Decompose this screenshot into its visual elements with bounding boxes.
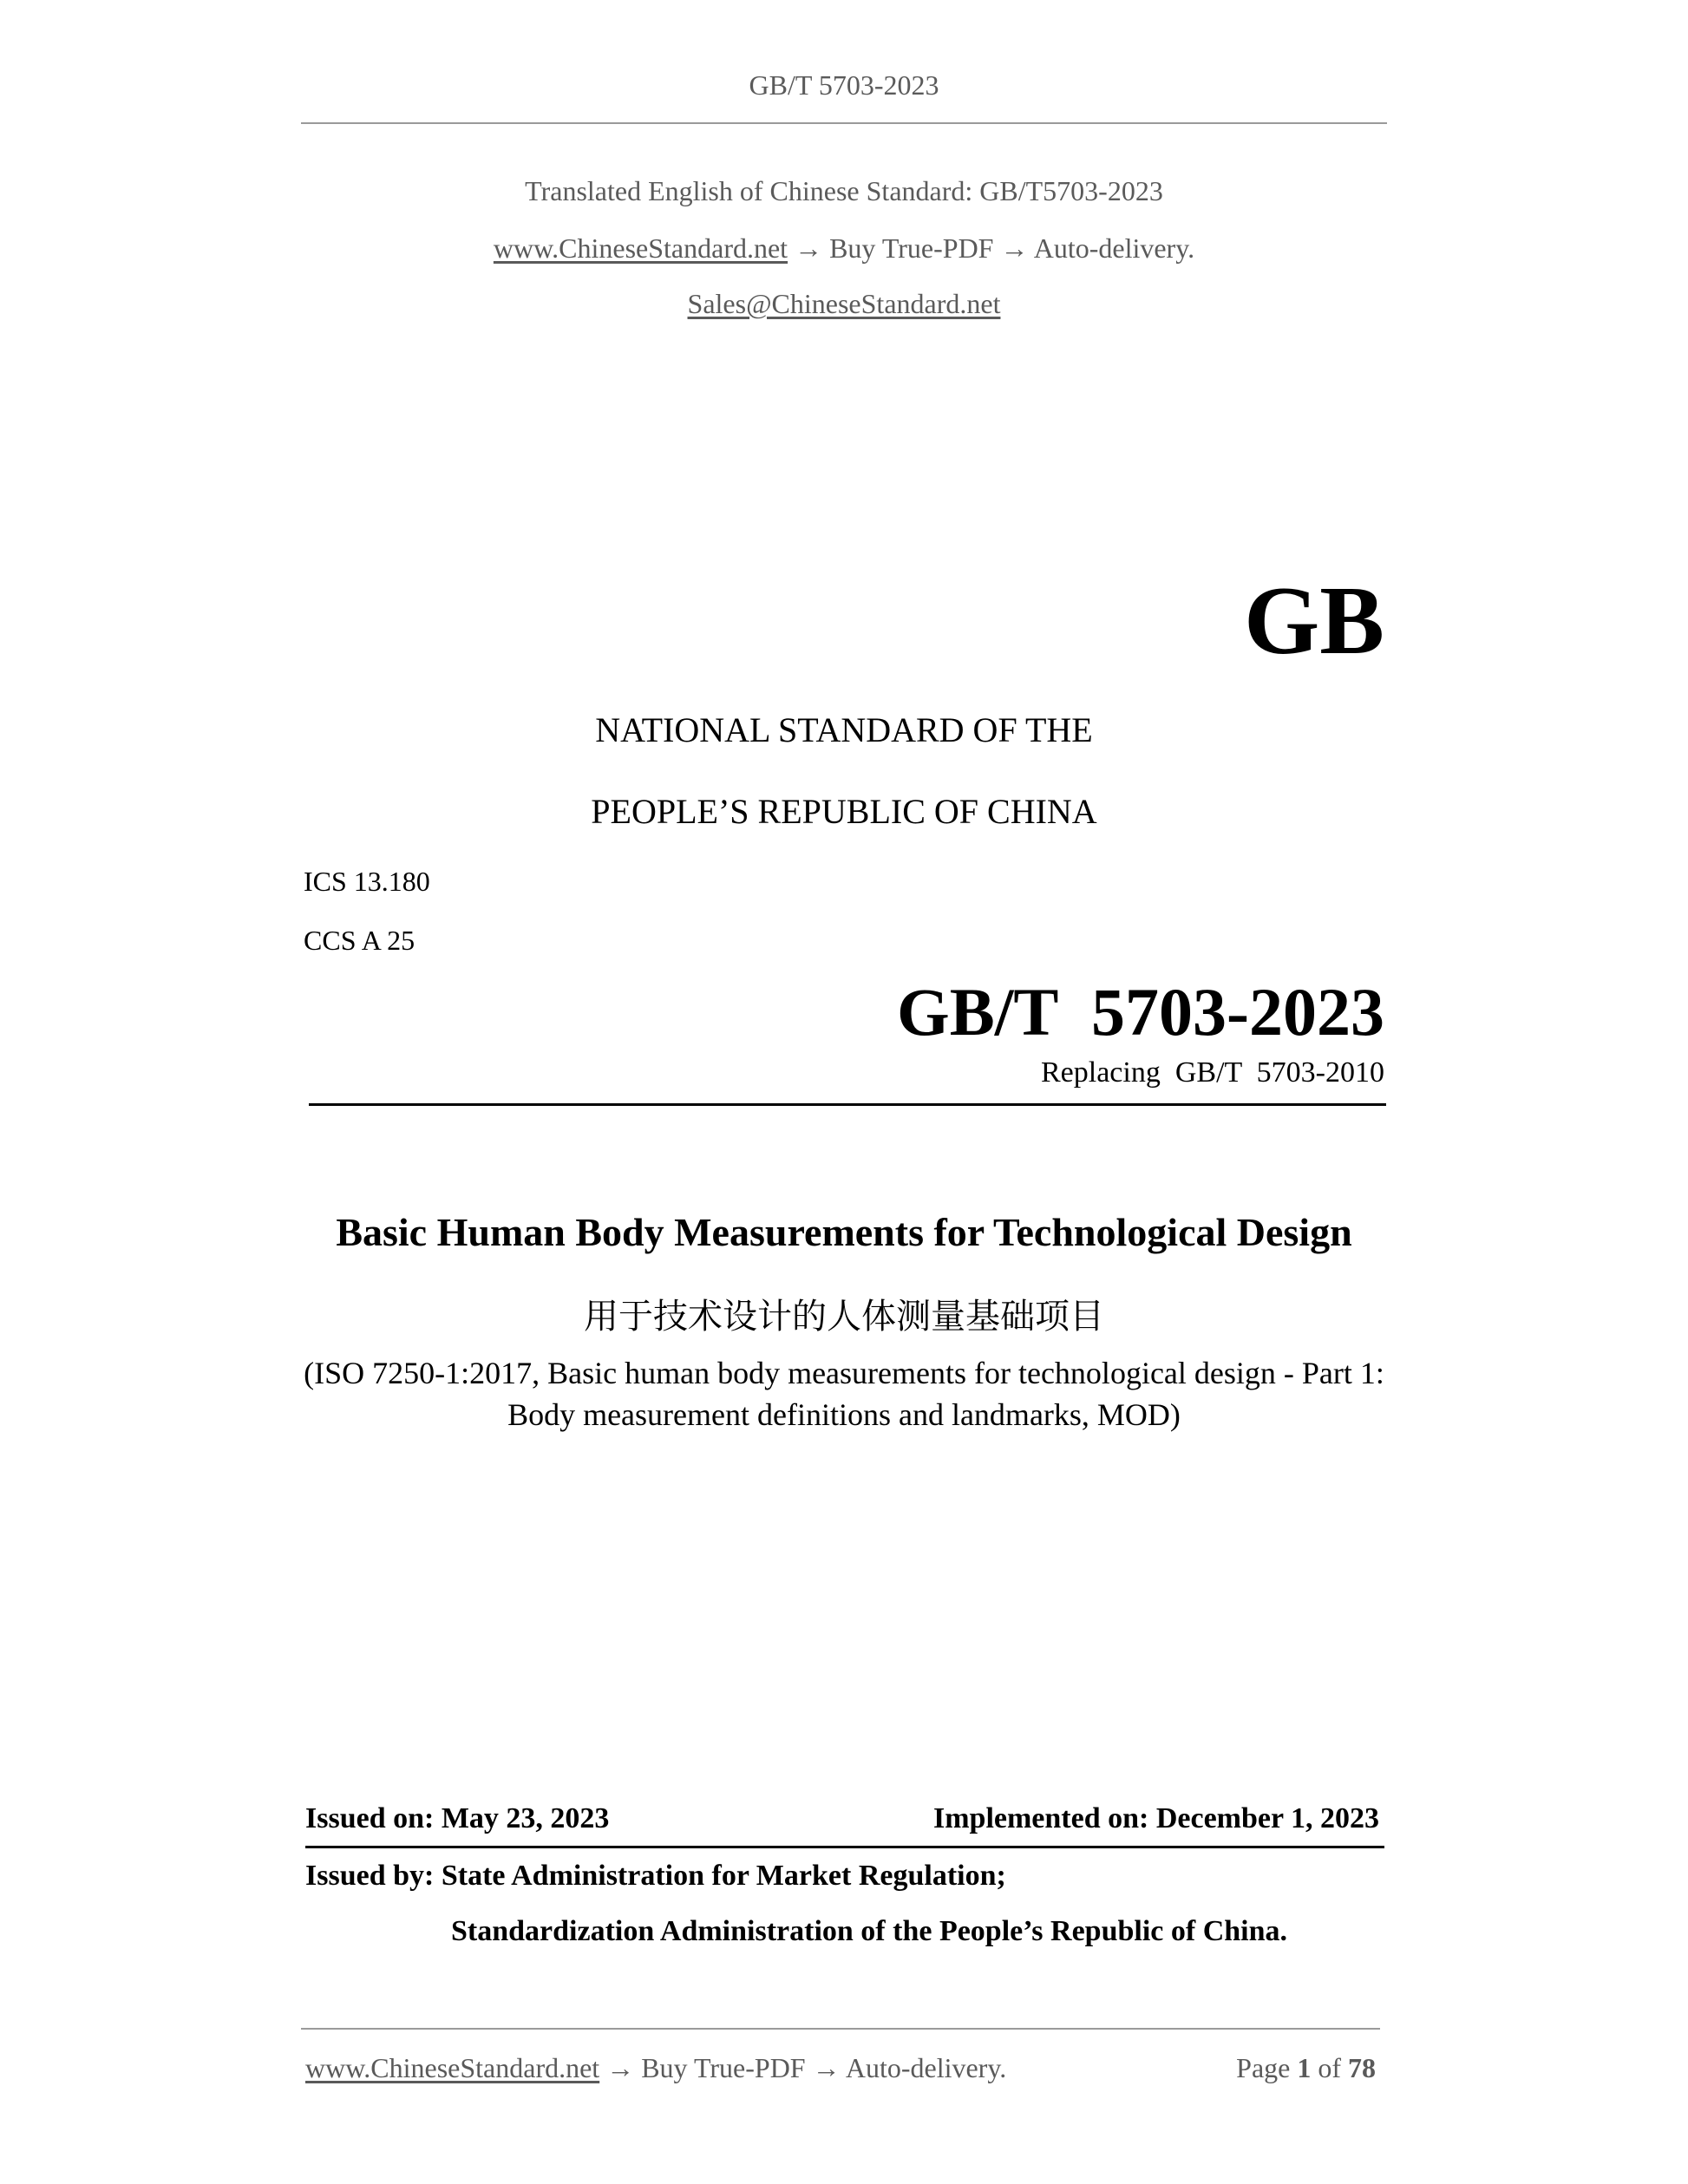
national-standard-line2: PEOPLE’S REPUBLIC OF CHINA [591,792,1097,831]
ccs-code: CCS A 25 [304,925,415,956]
running-title: GB/T 5703-2023 [749,69,939,101]
title-english: Basic Human Body Measurements for Technological Design [336,1210,1352,1254]
footer-links-line [305,2052,1006,2084]
page-total: 78 [1348,2052,1376,2083]
issued-by-line2: Standardization Administration of the People’s Republic of China. [451,1915,1288,1947]
standard-number: GB/T 5703-2023 [897,974,1384,1049]
iso-reference-line1: (ISO 7250-1:2017, Basic human body measurements for technological design - Part 1: [304,1356,1384,1390]
footer-buy-text: → Buy True-PDF → Auto-delivery. [606,2052,1007,2083]
sales-email-link[interactable]: Sales@ChineseStandard.net [687,288,1001,319]
site-link[interactable]: www.ChineseStandard.net [493,232,788,264]
translated-notice: Translated English of Chinese Standard: GB/T5703-2023 [525,175,1163,206]
buy-text: → Buy True-PDF → Auto-delivery. [795,232,1195,264]
header-links-line [0,232,1688,265]
gb-logo: GB [1244,567,1384,675]
replacing-note: Replacing GB/T 5703-2010 [1041,1056,1384,1089]
implemented-on: Implemented on: December 1, 2023 [932,1802,1379,1834]
issued-by-line1: Issued by: State Administration for Market Regulation; [305,1860,1006,1892]
footer-divider [301,2028,1380,2030]
page-indicator [1041,2052,1376,2084]
number-rule [309,1103,1386,1106]
page-current: 1 [1297,2052,1312,2083]
iso-reference-line2: Body measurement definitions and landmarks, MOD) [507,1397,1181,1432]
ics-code: ICS 13.180 [304,866,430,897]
sales-email-line [0,288,1688,320]
issued-on: Issued on: May 23, 2023 [305,1802,610,1834]
issue-rule [305,1846,1384,1848]
title-chinese: 用于技术设计的人体测量基础项目 [584,1297,1104,1337]
footer-site-link[interactable]: www.ChineseStandard.net [305,2052,600,2083]
page-of: of [1318,2052,1341,2083]
header-divider [301,122,1387,124]
national-standard-line1: NATIONAL STANDARD OF THE [595,710,1093,749]
page-label: Page [1236,2052,1291,2083]
